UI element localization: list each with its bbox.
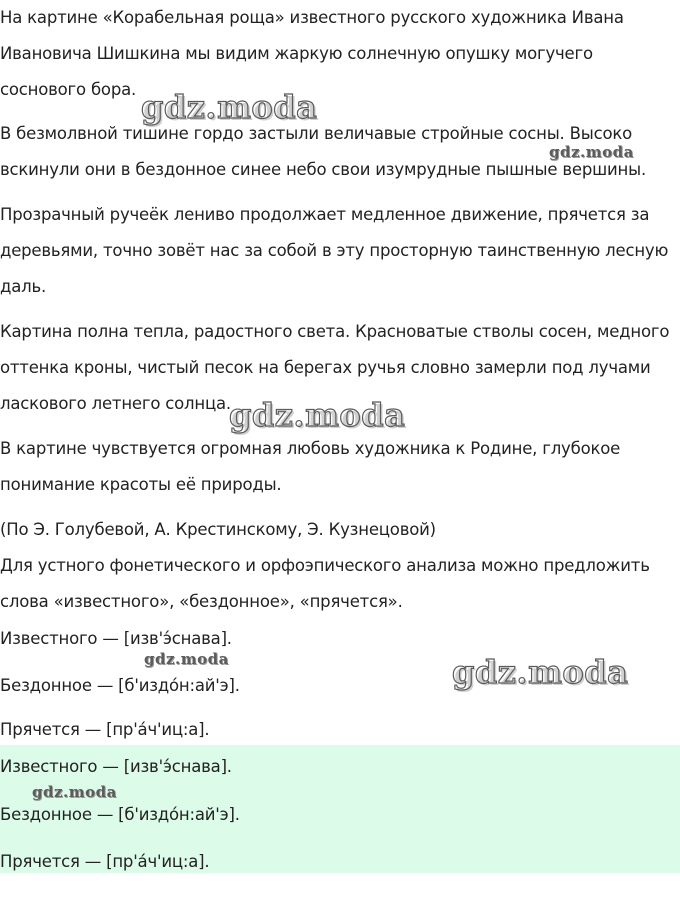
transcription-line: Прячется — [пр'а́ч'иц:а]. — [0, 720, 210, 739]
transcription-line: Известного — [изв'э́снава]. — [0, 629, 232, 648]
answer-line: Бездонное — [б'издо́н:ай'э]. — [0, 805, 240, 824]
watermark-logo: gdz.moda — [32, 783, 117, 801]
paragraph-4: Картина полна тепла, радостного света. Красноватые стволы сосен, медного оттенка кроны, чистый песок на берегах ручья словно замерли под лучами ласкового летнего солнца. — [0, 322, 670, 413]
watermark-logo: gdz.moda — [229, 396, 406, 434]
paragraph-5: В картине чувствуется огромная любовь художника к Родине, глубокое понимание красоты её природы. — [0, 439, 621, 494]
paragraph-task: Для устного фонетического и орфоэпического анализа можно предложить слова «известного», «бездонное», «прячется». — [0, 556, 650, 611]
source-attribution: (По Э. Голубевой, А. Крестинскому, Э. Кузнецовой) — [0, 520, 436, 539]
watermark-logo: gdz.moda — [549, 143, 634, 161]
transcription-line: Бездонное — [б'издо́н:ай'э]. — [0, 676, 240, 695]
answer-line: Известного — [изв'э́снава]. — [0, 757, 232, 776]
watermark-logo: gdz.moda — [452, 653, 629, 691]
answer-box — [0, 745, 680, 873]
watermark-logo: gdz.moda — [144, 650, 229, 668]
paragraph-2: В безмолвной тишине гордо застыли величавые стройные сосны. Высоко вскинули они в бездонное синее небо свои изумрудные пышные вершины. — [0, 124, 647, 179]
watermark-logo: gdz.moda — [141, 88, 318, 126]
answer-line: Прячется — [пр'а́ч'иц:а]. — [0, 852, 210, 871]
paragraph-3: Прозрачный ручеёк лениво продолжает медленное движение, прячется за деревьями, точно зовёт нас за собой в эту просторную таинственную лесную даль. — [0, 205, 669, 296]
paragraph-1: На картине «Корабельная роща» известного русского художника Ивана Ивановича Шишкина мы видим жаркую солнечную опушку могучего соснового бора. — [0, 8, 624, 99]
